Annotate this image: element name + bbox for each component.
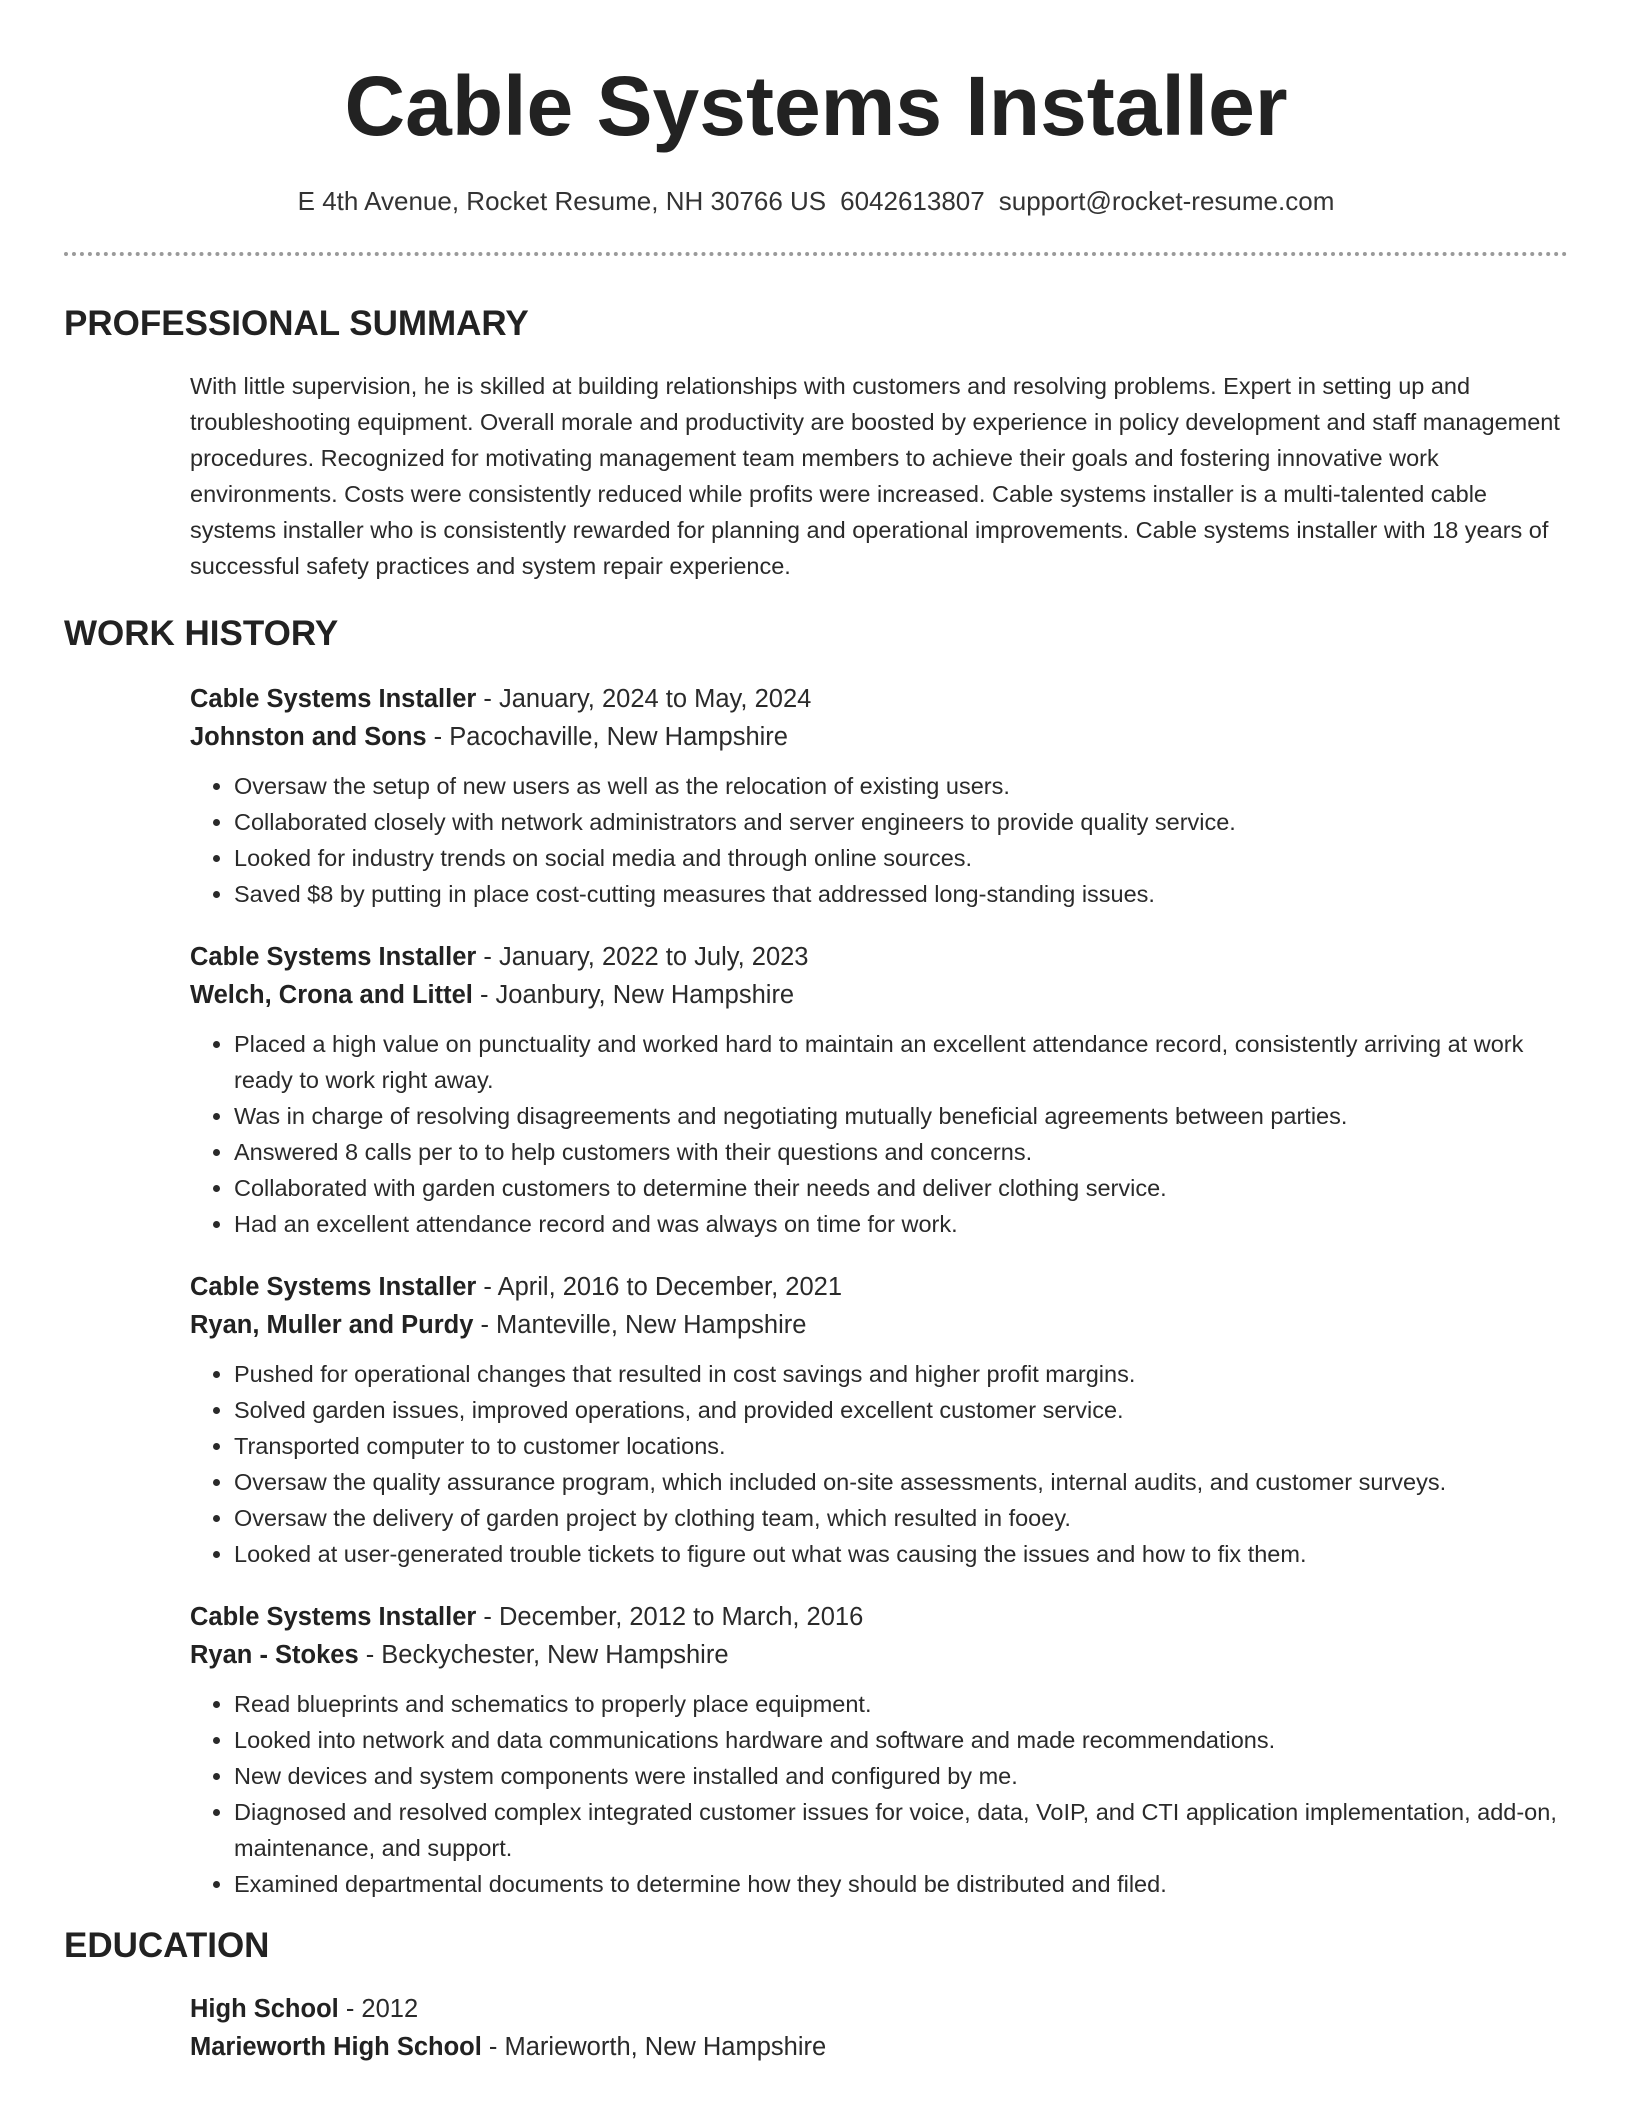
list-item: • Collaborated closely with network administrators and server engineers to provide quality service. xyxy=(234,804,1568,840)
job-bullets xyxy=(190,1686,1568,1902)
job-company: Ryan, Muller and Purdy xyxy=(190,1311,474,1339)
job-company-line xyxy=(190,976,1568,1014)
job-entry xyxy=(190,1598,1568,1902)
contact-phone: 6042613807 xyxy=(840,186,985,216)
job-bullets xyxy=(190,768,1568,912)
education-section xyxy=(64,1924,1568,2066)
job-dates: - December, 2012 to March, 2016 xyxy=(476,1603,864,1631)
list-item: • Had an excellent attendance record and was always on time for work. xyxy=(234,1206,1568,1242)
contact-line xyxy=(64,184,1568,218)
list-item: • Oversaw the setup of new users as well as the relocation of existing users. xyxy=(234,768,1568,804)
list-item: • Answered 8 calls per to to help customers with their questions and concerns. xyxy=(234,1134,1568,1170)
job-location: - Joanbury, New Hampshire xyxy=(472,981,795,1009)
education-school: Marieworth High School xyxy=(190,2033,482,2061)
list-item: • Placed a high value on punctuality and worked hard to maintain an excellent attendance record, consistently arriving at work ready to work right away. xyxy=(234,1026,1568,1098)
header-divider xyxy=(64,252,1568,256)
job-bullets xyxy=(190,1026,1568,1242)
job-title: Cable Systems Installer xyxy=(190,685,477,713)
job-company: Johnston and Sons xyxy=(190,723,427,751)
job-title-line xyxy=(190,1268,1568,1306)
resume-header xyxy=(64,0,1568,218)
job-dates: - April, 2016 to December, 2021 xyxy=(476,1273,843,1301)
job-location: - Pacochaville, New Hampshire xyxy=(426,723,788,751)
list-item: • Looked at user-generated trouble tickets to figure out what was causing the issues and how to fix them. xyxy=(234,1536,1568,1572)
list-item: • Collaborated with garden customers to determine their needs and deliver clothing service. xyxy=(234,1170,1568,1206)
list-item: • Transported computer to to customer locations. xyxy=(234,1428,1568,1464)
job-title-line xyxy=(190,680,1568,718)
education-year: - 2012 xyxy=(338,1995,419,2023)
summary-section xyxy=(64,302,1568,584)
job-title-line xyxy=(190,1598,1568,1636)
education-school-line xyxy=(190,2028,1568,2066)
education-degree-line xyxy=(190,1990,1568,2028)
list-item: • Oversaw the quality assurance program, which included on-site assessments, internal audits, and customer surveys. xyxy=(234,1464,1568,1500)
list-item: • Saved $8 by putting in place cost-cutting measures that addressed long-standing issues. xyxy=(234,876,1568,912)
job-company-line xyxy=(190,718,1568,756)
education-degree: High School xyxy=(190,1995,339,2023)
job-entry xyxy=(190,938,1568,1242)
list-item: • Examined departmental documents to determine how they should be distributed and filed. xyxy=(234,1866,1568,1902)
candidate-name: Cable Systems Installer xyxy=(344,59,1288,153)
list-item: • Looked into network and data communications hardware and software and made recommendations. xyxy=(234,1722,1568,1758)
job-title-line xyxy=(190,938,1568,976)
job-dates: - January, 2024 to May, 2024 xyxy=(476,685,812,713)
job-title: Cable Systems Installer xyxy=(190,943,477,971)
job-location: - Beckychester, New Hampshire xyxy=(358,1641,729,1669)
job-location: - Manteville, New Hampshire xyxy=(473,1311,807,1339)
education-location: - Marieworth, New Hampshire xyxy=(481,2033,827,2061)
list-item: • Looked for industry trends on social media and through online sources. xyxy=(234,840,1568,876)
list-item: • Pushed for operational changes that resulted in cost savings and higher profit margins. xyxy=(234,1356,1568,1392)
job-dates: - January, 2022 to July, 2023 xyxy=(476,943,809,971)
job-title: Cable Systems Installer xyxy=(190,1273,477,1301)
job-entry xyxy=(190,680,1568,912)
list-item: • Solved garden issues, improved operations, and provided excellent customer service. xyxy=(234,1392,1568,1428)
list-item: • Oversaw the delivery of garden project by clothing team, which resulted in fooey. xyxy=(234,1500,1568,1536)
job-bullets xyxy=(190,1356,1568,1572)
contact-email: support@rocket-resume.com xyxy=(998,186,1335,216)
job-company-line xyxy=(190,1636,1568,1674)
list-item: • Was in charge of resolving disagreements and negotiating mutually beneficial agreements between parties. xyxy=(234,1098,1568,1134)
job-company: Welch, Crona and Littel xyxy=(190,981,473,1009)
list-item: • Diagnosed and resolved complex integrated customer issues for voice, data, VoIP, and CTI application implementation, add-on, maintenance, and support. xyxy=(234,1794,1568,1866)
education-entry xyxy=(190,1990,1568,2066)
summary-heading: PROFESSIONAL SUMMARY xyxy=(64,304,529,343)
list-item: • New devices and system components were installed and configured by me. xyxy=(234,1758,1568,1794)
work-history-heading: WORK HISTORY xyxy=(64,614,339,653)
job-company-line xyxy=(190,1306,1568,1344)
job-company: Ryan - Stokes xyxy=(190,1641,359,1669)
list-item: • Read blueprints and schematics to properly place equipment. xyxy=(234,1686,1568,1722)
summary-text: With little supervision, he is skilled at building relationships with customers and resolving problems. Expert in setting up and troubleshooting equipment. Overall morale and productivity are boosted by experience in policy development and staff management procedures. Recognized for motivating management team members to achieve their goals and fostering innovative work environments. Costs were consistently reduced while profits were increased. Cable systems installer is a multi-talented cable systems installer who is consistently rewarded for planning and operational improvements. Cable systems installer with 18 years of successful safety practices and system repair experience. xyxy=(190,373,1560,579)
job-title: Cable Systems Installer xyxy=(190,1603,477,1631)
contact-address: E 4th Avenue, Rocket Resume, NH 30766 US xyxy=(297,186,827,216)
work-history-section xyxy=(64,612,1568,1902)
job-entry xyxy=(190,1268,1568,1572)
education-heading: EDUCATION xyxy=(64,1926,270,1965)
